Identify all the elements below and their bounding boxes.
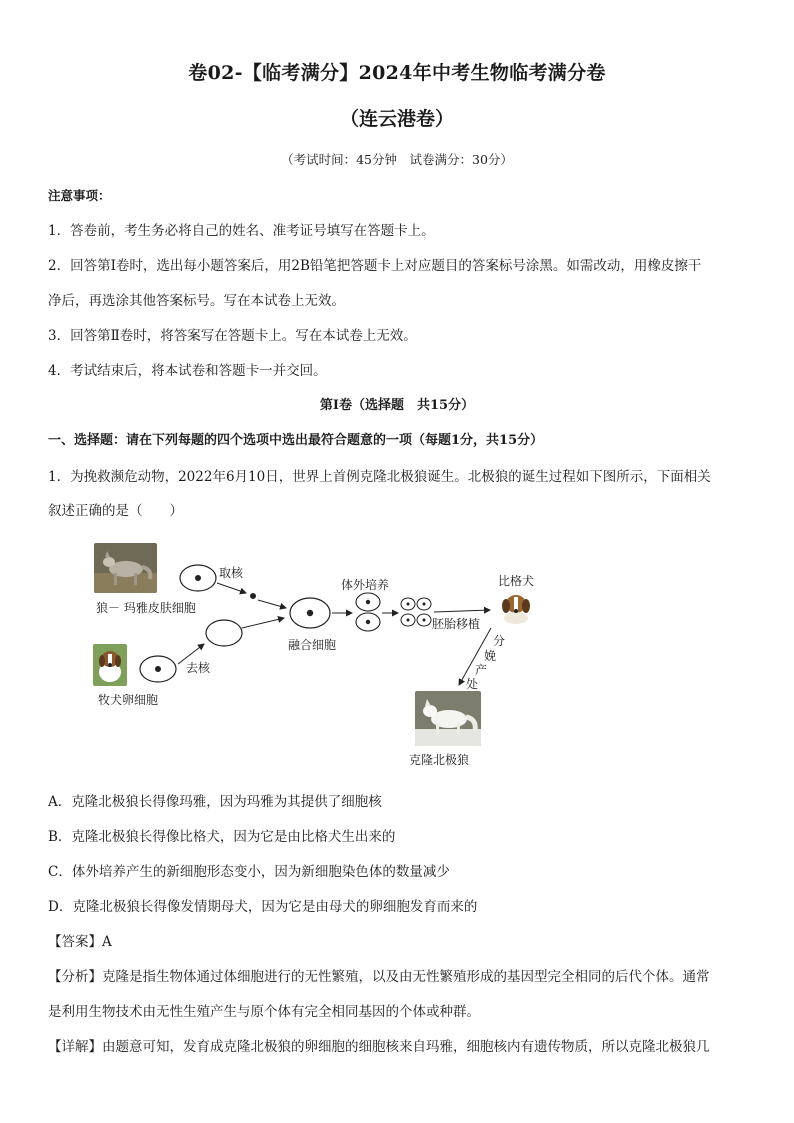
detail-label: 【详解】: [48, 1039, 102, 1055]
label-birth-char: 处: [466, 677, 479, 691]
label-clone-wolf: 克隆北极狼: [409, 753, 470, 767]
answer: 【答案】A: [48, 934, 112, 950]
cloning-diagram: [86, 540, 546, 770]
question-stem: 1．为挽救濒危动物，2022年6月10日，世界上首例克隆北极狼诞生。北极狼的诞生过程如下图所示，下面相关: [48, 469, 711, 485]
notice-item: 4．考试结束后，将本试卷和答题卡一并交回。: [48, 363, 327, 379]
analysis-continued: 是利用生物技术由无性生殖产生与原个体有完全相同基因的个体或种群。: [48, 1004, 480, 1020]
label-birth-char: 娩: [484, 649, 497, 663]
exam-region: （连云港卷）: [339, 108, 454, 130]
notice-item: 1．答卷前，考生务必将自己的姓名、准考证号填写在答题卡上。: [48, 223, 435, 239]
option-b: B．克隆北极狼长得像比格犬，因为它是由比格犬生出来的: [48, 829, 396, 845]
label-fused-cell: 融合细胞: [288, 638, 337, 652]
exam-info: （考试时间：45分钟 试卷满分：30分）: [281, 152, 513, 167]
notice-item: 2．回答第Ⅰ卷时，选出每小题答案后，用2B铅笔把答题卡上对应题目的答案标号涂黑。如需改动，用橡皮擦干: [48, 258, 702, 274]
label-in-vitro-culture: 体外培养: [341, 578, 390, 592]
detail-text: 由题意可知，发育成克隆北极狼的卵细胞的细胞核来自玛雅，细胞核内有遗传物质，所以克隆北极狼几: [102, 1039, 710, 1055]
label-take-nucleus: 取核: [219, 566, 244, 580]
analysis-label: 【分析】: [48, 969, 102, 985]
option-d: D．克隆北极狼长得像发情期母犬，因为它是由母犬的卵细胞发育而来的: [48, 899, 478, 915]
question-stem: 叙述正确的是（ ）: [48, 503, 183, 519]
exam-title: 卷02-【临考满分】2024年中考生物临考满分卷: [188, 62, 606, 84]
label-birth-char: 分: [493, 634, 506, 648]
label-wolf-skin-cell: 狼－ 玛雅皮肤细胞: [96, 601, 196, 615]
label-embryo-transfer: 胚胎移植: [432, 617, 481, 631]
option-c: C．体外培养产生的新细胞形态变小，因为新细胞染色体的数量减少: [48, 864, 450, 880]
section-title: 第Ⅰ卷（选择题 共15分）: [319, 398, 475, 413]
analysis-text: 克隆是指生物体通过体细胞进行的无性繁殖，以及由无性繁殖形成的基因型完全相同的后代个体。通常: [102, 969, 710, 985]
label-beagle-egg: 牧犬卵细胞: [98, 693, 159, 707]
notice-heading: 注意事项：: [48, 188, 111, 203]
diagram-arrows: [86, 540, 546, 770]
section-instruction: 一、选择题：请在下列每题的四个选项中选出最符合题意的一项（每题1分，共15分）: [48, 433, 544, 448]
label-birth-char: 产: [475, 663, 488, 677]
label-beagle: 比格犬: [498, 574, 535, 588]
detail: [48, 1035, 710, 1055]
label-remove-nucleus: 去核: [186, 661, 211, 675]
option-a: A．克隆北极狼长得像玛雅，因为玛雅为其提供了细胞核: [48, 794, 382, 810]
analysis: [48, 965, 710, 985]
notice-item: 净后，再选涂其他答案标号。写在本试卷上无效。: [48, 293, 345, 309]
notice-item: 3．回答第Ⅱ卷时，将答案写在答题卡上。写在本试卷上无效。: [48, 328, 417, 344]
